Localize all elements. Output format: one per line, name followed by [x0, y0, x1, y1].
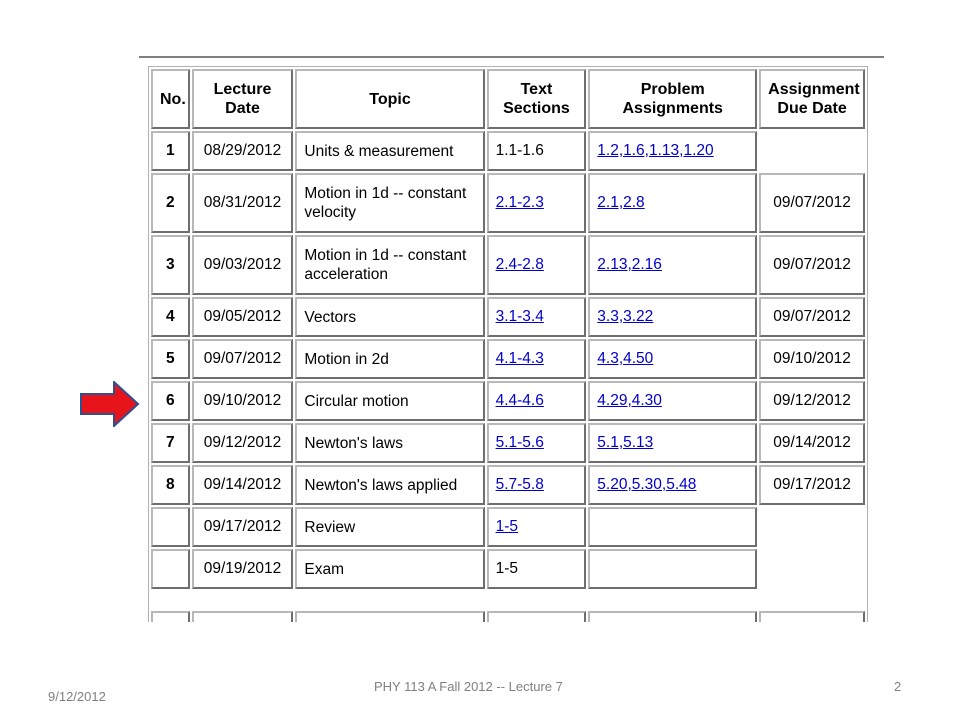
cell-topic-text: Motion in 1d -- constant velocity [304, 185, 467, 221]
cell-text-sections-link[interactable]: 4.1-4.3 [495, 350, 544, 367]
cell-no [151, 339, 190, 379]
schedule-table [148, 66, 868, 622]
cell-problem-assignments [588, 381, 757, 421]
cell-no [151, 465, 190, 505]
cell-problem-assignments-link[interactable]: 5.20,5.30,5.48 [597, 476, 697, 493]
cell-no [151, 173, 190, 233]
cell-due-date-text: 09/07/2012 [773, 194, 851, 211]
header-due-date: Assignment Due Date [759, 69, 865, 129]
cell-no [151, 611, 190, 622]
cell-no [151, 423, 190, 463]
cell-lecture-date [192, 131, 294, 171]
cell-topic [295, 423, 484, 463]
cell-topic-text: Vectors [304, 308, 357, 326]
cell-lecture-date [192, 423, 294, 463]
table-row [151, 297, 865, 337]
cell-no [151, 131, 190, 171]
cell-no-text: 3 [166, 256, 175, 273]
cell-due-date [759, 297, 865, 337]
cell-due-date-text: 09/14/2012 [773, 434, 851, 451]
cell-problem-assignments [588, 465, 757, 505]
cell-problem-assignments [588, 339, 757, 379]
cell-due-date-text: 09/07/2012 [773, 308, 851, 325]
cell-text-sections [487, 507, 587, 547]
cell-problem-assignments-link[interactable]: 4.3,4.50 [597, 350, 654, 367]
cell-text-sections-link[interactable]: 4.4-4.6 [495, 392, 544, 409]
cell-topic-text: Motion in 1d -- constant acceleration [304, 247, 467, 283]
cell-due-date-text: 09/12/2012 [773, 392, 851, 409]
cell-text-sections [487, 423, 587, 463]
header-row [151, 69, 865, 129]
cell-text-sections [487, 465, 587, 505]
table-row [151, 173, 865, 233]
cell-topic [295, 131, 484, 171]
separator-cell [151, 591, 865, 609]
cell-due-date [759, 235, 865, 295]
cell-no [151, 507, 190, 547]
cell-no [151, 297, 190, 337]
cell-text-sections-link[interactable]: 2.4-2.8 [495, 256, 544, 273]
cell-text-sections-link[interactable]: 3.1-3.4 [495, 308, 544, 325]
cell-due-date [759, 131, 865, 171]
header-lecture-date: Lecture Date [192, 69, 294, 129]
cell-lecture-date [192, 611, 294, 622]
cell-text-sections-link[interactable]: 2.1-2.3 [495, 194, 544, 211]
cell-text-sections [487, 297, 587, 337]
cell-problem-assignments-link[interactable]: 2.1,2.8 [597, 194, 645, 211]
cell-no-text: 1 [166, 142, 175, 159]
cell-lecture-date-text: 08/31/2012 [203, 194, 282, 211]
cell-lecture-date [192, 235, 294, 295]
cell-lecture-date [192, 507, 294, 547]
cell-lecture-date [192, 297, 294, 337]
cell-text-sections [487, 235, 587, 295]
cell-problem-assignments-link[interactable]: 5.1,5.13 [597, 434, 654, 451]
cell-text-sections [487, 549, 587, 589]
cell-due-date [759, 611, 865, 622]
cell-due-date [759, 507, 865, 547]
table-row [151, 611, 865, 622]
cell-lecture-date-text: 09/12/2012 [203, 434, 282, 451]
cell-topic-text: Motion in 2d [304, 350, 389, 368]
footer-page-number: 2 [894, 679, 902, 694]
cell-problem-assignments [588, 235, 757, 295]
cell-lecture-date-text: 09/17/2012 [203, 518, 282, 535]
cell-problem-assignments-link[interactable]: 4.29,4.30 [597, 392, 662, 409]
cell-no-text: 5 [166, 350, 175, 367]
cell-no-text: 4 [166, 308, 175, 325]
cell-topic [295, 297, 484, 337]
cell-lecture-date-text: 09/07/2012 [203, 350, 282, 367]
cell-problem-assignments [588, 549, 757, 589]
cell-no-text: 8 [166, 476, 175, 493]
cell-topic [295, 611, 484, 622]
cell-due-date [759, 549, 865, 589]
table-row [151, 235, 865, 295]
cell-no [151, 235, 190, 295]
cell-due-date [759, 339, 865, 379]
cell-due-date [759, 173, 865, 233]
cell-problem-assignments [588, 611, 757, 622]
header-text-sections: Text Sections [487, 69, 587, 129]
cell-due-date-text: 09/17/2012 [773, 476, 851, 493]
cell-lecture-date-text: 09/19/2012 [203, 560, 282, 577]
cell-topic [295, 381, 484, 421]
top-divider [139, 56, 884, 58]
cell-no-text: 7 [166, 434, 175, 451]
cell-topic-text: Exam [304, 560, 344, 578]
cell-no [151, 381, 190, 421]
table-row [151, 507, 865, 547]
table-row [151, 131, 865, 171]
cell-lecture-date [192, 465, 294, 505]
cell-problem-assignments-link[interactable]: 2.13,2.16 [597, 256, 662, 273]
cell-topic [295, 235, 484, 295]
cell-lecture-date-text: 08/29/2012 [203, 142, 282, 159]
cell-topic [295, 507, 484, 547]
cell-due-date [759, 423, 865, 463]
cell-problem-assignments-link[interactable]: 1.2,1.6,1.13,1.20 [597, 142, 714, 159]
table-row [151, 381, 865, 421]
cell-lecture-date [192, 549, 294, 589]
cell-topic [295, 549, 484, 589]
cell-text-sections [487, 131, 587, 171]
cell-lecture-date [192, 339, 294, 379]
cell-lecture-date [192, 173, 294, 233]
cell-problem-assignments-link[interactable]: 3.3,3.22 [597, 308, 654, 325]
table-row [151, 549, 865, 589]
cell-no [151, 549, 190, 589]
cell-topic [295, 339, 484, 379]
cell-due-date-text: 09/10/2012 [773, 350, 851, 367]
cell-lecture-date [192, 381, 294, 421]
cell-problem-assignments [588, 297, 757, 337]
cell-topic-text: Units & measurement [304, 142, 454, 160]
footer-date: 9/12/2012 [48, 689, 106, 704]
cell-text-sections-text: 1.1-1.6 [495, 142, 544, 159]
cell-topic-text: Newton's laws applied [304, 476, 458, 494]
cell-text-sections [487, 381, 587, 421]
cell-text-sections-text: 1-5 [495, 560, 518, 577]
cell-no-text: 2 [166, 194, 175, 211]
cell-lecture-date-text: 09/10/2012 [203, 392, 282, 409]
cell-problem-assignments [588, 423, 757, 463]
cell-lecture-date-text: 09/14/2012 [203, 476, 282, 493]
cell-topic-text: Circular motion [304, 392, 409, 410]
cell-text-sections-link[interactable]: 1-5 [495, 518, 518, 535]
separator-row [151, 591, 865, 609]
header-no: No. [151, 69, 190, 129]
cell-lecture-date-text: 09/05/2012 [203, 308, 282, 325]
cell-due-date-text: 09/07/2012 [773, 256, 851, 273]
cell-no-text: 6 [166, 392, 175, 409]
cell-text-sections [487, 611, 587, 622]
cell-text-sections-link[interactable]: 5.7-5.8 [495, 476, 544, 493]
cell-topic [295, 173, 484, 233]
header-topic: Topic [295, 69, 484, 129]
cell-text-sections [487, 173, 587, 233]
cell-problem-assignments [588, 173, 757, 233]
current-lecture-arrow-icon [80, 381, 140, 427]
header-problem-assignments: Problem Assignments [588, 69, 757, 129]
cell-text-sections [487, 339, 587, 379]
cell-topic [295, 465, 484, 505]
cell-due-date [759, 465, 865, 505]
cell-topic-text: Review [304, 518, 356, 536]
cell-problem-assignments [588, 131, 757, 171]
cell-topic-text: Newton's laws [304, 434, 403, 452]
cell-lecture-date-text: 09/03/2012 [203, 256, 282, 273]
cell-due-date [759, 381, 865, 421]
cell-problem-assignments [588, 507, 757, 547]
schedule-table-viewport [148, 66, 868, 622]
table-row [151, 423, 865, 463]
cell-text-sections-link[interactable]: 5.1-5.6 [495, 434, 544, 451]
table-row [151, 339, 865, 379]
table-row [151, 465, 865, 505]
footer-title: PHY 113 A Fall 2012 -- Lecture 7 [374, 679, 563, 694]
